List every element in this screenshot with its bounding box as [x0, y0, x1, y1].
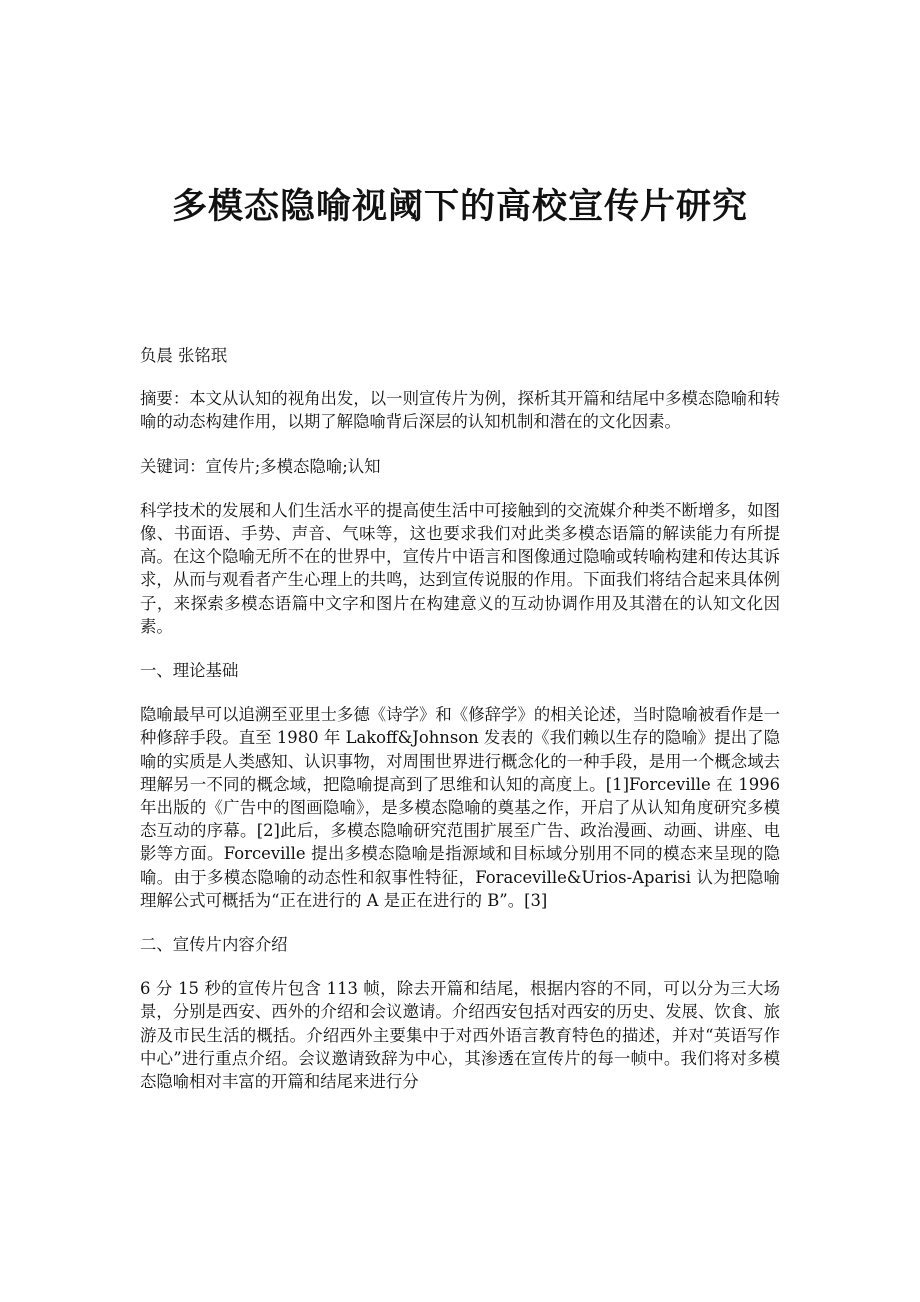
section-heading-content: 二、宣传片内容介绍	[140, 935, 288, 955]
article-body	[140, 344, 780, 1114]
keywords-line: 关键词：宣传片;多模态隐喻;认知	[140, 456, 381, 476]
content-paragraph: 6 分 15 秒的宣传片包含 113 帧，除去开篇和结尾，根据内容的不同，可以分为三大场景，分别是西安、西外的介绍和会议邀请。介绍西安包括对西安的历史、发展、饮食、旅游及市民生活的概括。介绍西外主要集中于对西外语言教育特色的描述，并对“英语写作中心”进行重点介绍。会议邀请致辞为中心，其渗透在宣传片的每一帧中。我们将对多模态隐喻相对丰富的开篇和结尾来进行分	[140, 979, 780, 1092]
page-title: 多模态隐喻视阈下的高校宣传片研究	[171, 186, 748, 227]
section-heading-theory: 一、理论基础	[140, 661, 239, 681]
authors-line: 负晨 张铭珉	[140, 346, 228, 365]
theory-paragraph: 隐喻最早可以追溯至亚里士多德《诗学》和《修辞学》的相关论述，当时隐喻被看作是一种修辞手段。直至 1980 年 Lakoff&Johnson 发表的《我们赖以生存的隐喻》提出了隐喻的实质是人类感知、认识事物，对周围世界进行概念化的一种手段，是用一个概念域去理解另一不同的概念域，把隐喻提高到了思维和认知的高度上。[1]Forceville 在 1996 年出版的《广告中的图画隐喻》，是多模态隐喻的奠基之作，开启了从认知角度研究多模态互动的序幕。[2]此后，多模态隐喻研究范围扩展至广告、政治漫画、动画、讲座、电影等方面。Forceville 提出多模态隐喻是指源域和目标域分别用不同的模态来呈现的隐喻。由于多模态隐喻的动态性和叙事性特征，Foraceville&Urios-Aparisi 认为把隐喻理解公式可概括为“正在进行的 A 是正在进行的 B”。[3]	[140, 705, 780, 910]
intro-paragraph: 科学技术的发展和人们生活水平的提高使生活中可接触到的交流媒介种类不断增多，如图像、书面语、手势、声音、气味等，这也要求我们对此类多模态语篇的解读能力有所提高。在这个隐喻无所不在的世界中，宣传片中语言和图像通过隐喻或转喻构建和传达其诉求，从而与观看者产生心理上的共鸣，达到宣传说服的作用。下面我们将结合起来具体例子，来探索多模态语篇中文字和图片在构建意义的互动协调作用及其潜在的认知文化因素。	[140, 500, 780, 636]
abstract-paragraph: 摘要：本文从认知的视角出发，以一则宣传片为例，探析其开篇和结尾中多模态隐喻和转喻的动态构建作用，以期了解隐喻背后深层的认知机制和潜在的文化因素。	[140, 389, 780, 432]
